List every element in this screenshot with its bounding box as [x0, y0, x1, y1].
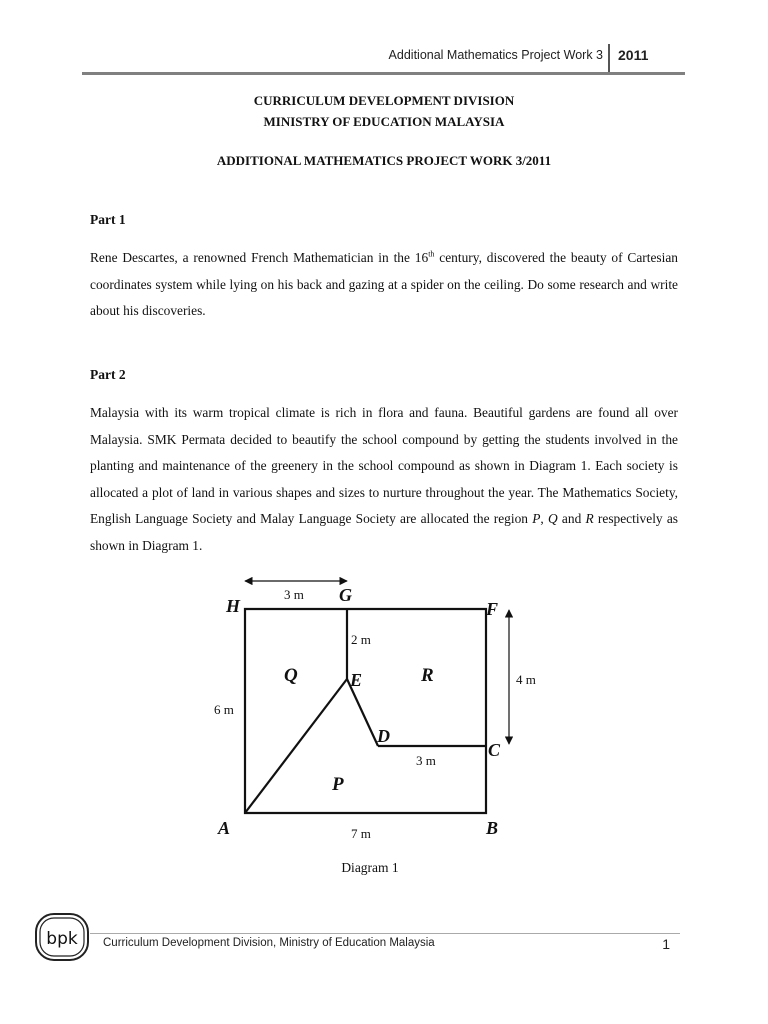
part2-sep2: and: [557, 511, 586, 526]
dim-label-ab: 7 m: [351, 826, 371, 841]
part1-heading: Part 1: [90, 212, 126, 227]
part1-text-b: century, discovered the beauty of Cartesian coordinates system while lying on his back and gazing at a spider on the ceiling. Do some research and write about his discoveries.: [90, 250, 679, 318]
title-division: CURRICULUM DEVELOPMENT DIVISION: [253, 93, 515, 108]
header-separator: [608, 44, 610, 72]
page-number: 1: [662, 936, 670, 952]
header-year: 2011: [618, 47, 649, 63]
part1-paragraph: [90, 245, 678, 325]
vertex-f: F: [486, 599, 499, 619]
part2-text-end: respectively as shown in Diagram 1.: [90, 511, 679, 553]
part2-text-main: Malaysia with its warm tropical climate is rich in flora and fauna. Beautiful gardens are found all over Malaysia. SMK Permata decided to beautify the school compound by getting the students involved in the planting and maintenance of the greenery in the school compound as shown in Diagram 1. Each society is allocated a plot of land in various shapes and sizes to nurture throughout the year. The Mathematics Society, English Language Society and Malay Language Society are allocated the region: [90, 405, 678, 526]
part2-region-q: Q: [548, 511, 558, 526]
vertex-b: B: [486, 818, 499, 838]
title-project: ADDITIONAL MATHEMATICS PROJECT WORK 3/2011: [216, 153, 552, 168]
dim-label-ha: 6 m: [214, 702, 234, 717]
vertex-h: H: [226, 596, 241, 616]
bpk-logo: [33, 912, 91, 964]
part2-heading: Part 2: [90, 367, 126, 382]
vertex-d: D: [377, 726, 390, 746]
footer-text: Curriculum Development Division, Ministry of Education Malaysia: [103, 937, 435, 949]
vertex-g: G: [339, 585, 352, 605]
footer-rule: [90, 933, 680, 934]
region-p: P: [332, 774, 344, 795]
diagram-caption: Diagram 1: [341, 860, 399, 875]
part2-region-p: P: [532, 511, 541, 526]
logo-text: bpk: [46, 929, 78, 949]
header-title: Additional Mathematics Project Work 3: [388, 48, 603, 62]
garden-diagram: [0, 560, 768, 860]
part2-region-r: R: [585, 511, 594, 526]
vertex-c: C: [488, 740, 501, 760]
header-rule: [82, 72, 685, 75]
dim-label-hg: 3 m: [284, 587, 304, 602]
title-ministry: MINISTRY OF EDUCATION MALAYSIA: [263, 114, 505, 129]
dim-label-ge: 2 m: [351, 632, 371, 647]
dim-label-dc: 3 m: [416, 753, 436, 768]
part1-superscript: th: [428, 249, 435, 259]
part1-text-a: Rene Descartes, a renowned French Mathematician in the 16: [90, 250, 429, 265]
vertex-a: A: [218, 818, 231, 838]
part2-paragraph: [90, 400, 678, 559]
region-q: Q: [284, 665, 298, 686]
vertex-e: E: [350, 670, 363, 690]
part2-sep1: ,: [540, 511, 549, 526]
region-r: R: [421, 665, 434, 686]
dim-label-fc: 4 m: [516, 672, 536, 687]
